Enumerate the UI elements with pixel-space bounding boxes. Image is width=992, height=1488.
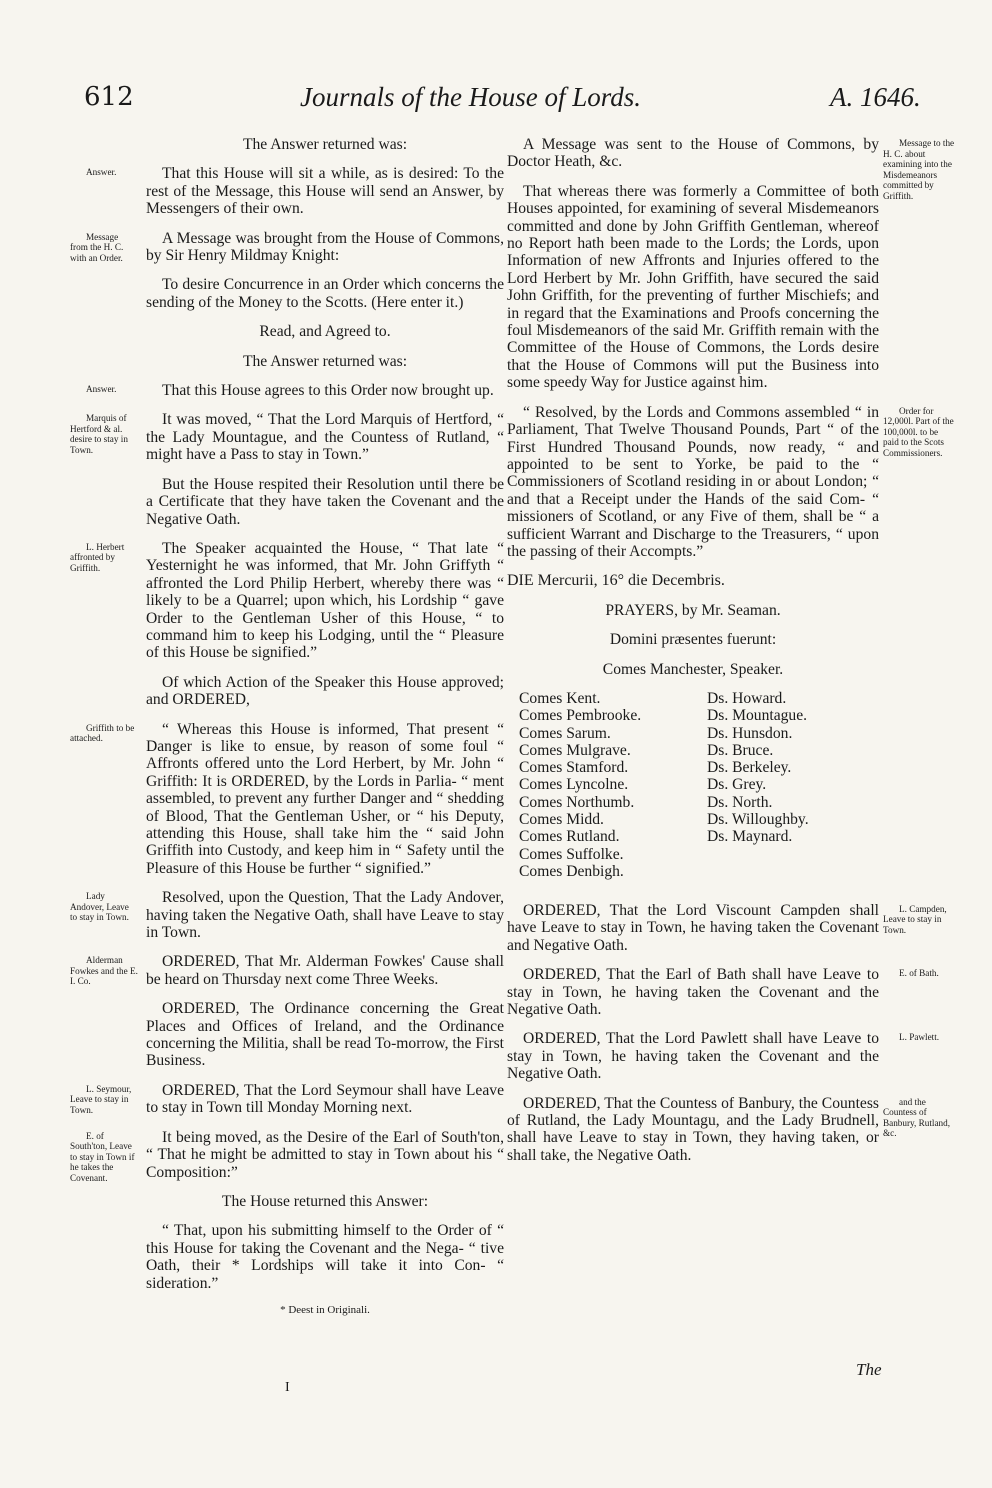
paragraph-text: To desire Concurrence in an Order which concerns the sending of the Money to the Scotts. (Here enter it.) bbox=[146, 276, 504, 311]
marginal-note: L. Herbert affronted by Griffith. bbox=[70, 541, 125, 573]
paragraph-text: “ Whereas this House is informed, That present “ Danger is like to ensue, by reason of some foul “ Affronts offered unto the Lord Herbert, by Mr. John “ Griffith: It is ORDERED, by the Lords in Parlia- “ ment assembled, to prevent any further Danger and “ shedding of Blood, That the Gentleman Usher, or “ his Deputy, attending this House, shall take him the “ said John Griffith into Custody, and keep him in “ Safety until the Pleasure of this House be further “ signified.” bbox=[146, 720, 504, 877]
paragraph-text: That this House will sit a while, as is desired: To the rest of the Message, this House will send an Answer, by Messengers of their own. bbox=[146, 165, 504, 218]
paragraph-text: ORDERED, The Ordinance concerning the Great Places and Offices of Ireland, and the Ordinance concerning the Militia, shall be read To-morrow, the First Business. bbox=[146, 1000, 504, 1070]
page-header bbox=[0, 82, 992, 122]
roster-comites bbox=[519, 690, 699, 880]
roster-entry: Comes Northumb. bbox=[519, 793, 635, 811]
paragraph-text: ORDERED, That Mr. Alderman Fowkes' Cause shall be heard on Thursday next come Three Weeks. bbox=[146, 953, 504, 988]
marginal-note: L. Pawlett. bbox=[899, 1032, 940, 1043]
marginal-note: L. Seymour, Leave to stay in Town. bbox=[70, 1083, 132, 1115]
paragraph bbox=[70, 889, 504, 942]
paragraph bbox=[86, 165, 504, 218]
paragraph bbox=[70, 953, 504, 988]
roster-entry: Comes Mulgrave. bbox=[519, 741, 631, 759]
roster-entry: Comes Sarum. bbox=[519, 724, 611, 742]
paragraph bbox=[70, 1128, 504, 1183]
marginal-note: Message from the H. C. with an Order. bbox=[70, 231, 124, 263]
paragraph bbox=[146, 674, 504, 709]
paragraph-text: Of which Action of the Speaker this House approved; and ORDERED, bbox=[146, 673, 504, 709]
paragraph-text: It was moved, “ That the Lord Marquis of Hertford, “ the Lady Mountague, and the Countess of Rutland, “ might have a Pass to stay in Town.” bbox=[146, 411, 504, 464]
paragraph bbox=[146, 1193, 504, 1210]
paragraph bbox=[507, 661, 879, 678]
paragraph bbox=[146, 1304, 504, 1317]
roster-entry: Ds. Maynard. bbox=[707, 828, 793, 846]
roster-entry: Ds. Berkeley. bbox=[707, 759, 792, 777]
paragraph-text: “ That, upon his submitting himself to the Order of “ this House for taking the Covenant and the Nega- “ tive Oath, their * Lordships will take it into Con- “ sideration.” bbox=[146, 1222, 504, 1292]
paragraph bbox=[507, 631, 879, 648]
roster-entry: Comes Midd. bbox=[519, 811, 604, 829]
paragraph bbox=[70, 229, 504, 265]
marginal-note: L. Campden, Leave to stay in Town. bbox=[883, 903, 947, 935]
paragraph-text: ORDERED, That the Lord Seymour shall have Leave to stay in Town till Monday Morning next. bbox=[146, 1081, 504, 1117]
paragraph-text: ORDERED, That the Countess of Banbury, the Countess of Rutland, the Lady Mountagu, and the Lady Brudnell, shall have Leave to stay in Town, they having taken, or shall take, the Negative Oath. bbox=[507, 1094, 879, 1164]
signature-mark: I bbox=[285, 1380, 290, 1395]
roster-entry: Ds. Mountague. bbox=[707, 707, 808, 725]
paragraph-text: Comes Manchester, Speaker. bbox=[602, 660, 784, 678]
paragraph-text: “ Resolved, by the Lords and Commons assembled “ in Parliament, That Twelve Thousand Pounds, Part “ of the First Hundred Thousand Pounds, now ready, “ and appointed to be sent to Yorke, be paid to the “ Commissioners of Scotland residing in or about London; “ and that a Receipt under the Hands of the said Com- “ missioners of Scotland, or any Five of them, shall be “ a sufficient Warrant and Discharge to the Treasurers, “ upon the passing of their Accompts.” bbox=[507, 403, 879, 560]
year: A. 1646. bbox=[830, 82, 921, 112]
paragraph-text: Domini præsentes fuerunt: bbox=[609, 631, 777, 649]
paragraph bbox=[507, 1030, 940, 1083]
paragraph bbox=[507, 403, 954, 561]
paragraph-text: DIE Mercurii, 16° die Decembris. bbox=[507, 572, 725, 590]
paragraph-text: The House returned this Answer: bbox=[221, 1192, 429, 1210]
paragraph-text: ORDERED, That the Earl of Bath shall have Leave to stay in Town, he having taken the Covenant and the Negative Oath. bbox=[507, 966, 879, 1018]
paragraph-text: Resolved, upon the Question, That the Lady Andover, having taken the Negative Oath, shall have Leave to stay in Town. bbox=[146, 889, 504, 942]
paragraph-text: ORDERED, That the Lord Pawlett shall have Leave to stay in Town, he having taken the Covenant and the Negative Oath. bbox=[507, 1030, 879, 1083]
paragraph-text: It being moved, as the Desire of the Earl of South'ton, “ That he might be admitted to stay in Town about his “ Composition:” bbox=[146, 1128, 504, 1181]
paragraph-text: The Speaker acquainted the House, “ That late “ Yesternight he was informed, that Mr. John Griffyth “ affronted the Lord Philip Herbert, whereby there was “ likely to be a Quarrel; upon which, his Lordship “ gave Order to the Gentleman Usher of this House, “ to command him to keep his Lodging, until the “ Pleasure of this House be signified.” bbox=[146, 539, 504, 662]
roster-entry: Ds. Bruce. bbox=[707, 741, 774, 759]
paragraph-text: PRAYERS, by Mr. Seaman. bbox=[605, 601, 781, 619]
roster-entry: Ds. North. bbox=[707, 793, 773, 811]
marginal-note: Order for 12,000l. Part of the 100,000l. to be paid to the Scots Commissioners. bbox=[883, 405, 954, 458]
running-title: Journals of the House of Lords. bbox=[300, 82, 642, 112]
left-column bbox=[70, 136, 504, 1329]
roster-entry: Comes Suffolke. bbox=[519, 845, 624, 863]
paragraph bbox=[70, 539, 504, 662]
paragraph bbox=[507, 602, 879, 619]
roster-entry: Comes Pembrooke. bbox=[519, 707, 642, 725]
paragraph-text: That this House agrees to this Order now brought up. bbox=[162, 382, 494, 400]
paragraph-text: ORDERED, That the Lord Viscount Campden shall have Leave to stay in Town, he having taken the Covenant and Negative Oath. bbox=[507, 901, 879, 954]
paragraph bbox=[507, 136, 955, 201]
marginal-note: E. of South'ton, Leave to stay in Town if he takes the Covenant. bbox=[70, 1130, 135, 1183]
marginal-note: Griffith to be attached. bbox=[70, 722, 135, 744]
roster-entry: Ds. Grey. bbox=[707, 776, 767, 794]
paragraph bbox=[507, 183, 879, 392]
roster-entry: Ds. Hunsdon. bbox=[707, 724, 793, 742]
attendance-roster bbox=[507, 690, 879, 890]
paragraph bbox=[146, 353, 504, 370]
paragraph-text: A Message was brought from the House of Commons, by Sir Henry Mildmay Knight: bbox=[146, 229, 504, 265]
paragraph bbox=[86, 382, 504, 400]
marginal-note: and the Countess of Banbury, Rutland, &c. bbox=[883, 1096, 951, 1139]
paragraph bbox=[507, 572, 879, 589]
paragraph-text: * Deest in Originali. bbox=[280, 1303, 370, 1316]
roster-entry: Comes Rutland. bbox=[519, 828, 620, 846]
paragraph-text: The Answer returned was: bbox=[242, 136, 408, 153]
paragraph bbox=[146, 1222, 504, 1292]
paragraph bbox=[507, 966, 939, 1018]
page-number: 612 bbox=[84, 82, 134, 112]
marginal-note: E. of Bath. bbox=[899, 968, 939, 979]
paragraph bbox=[507, 1094, 951, 1165]
paragraph bbox=[146, 136, 504, 153]
roster-entry: Ds. Howard. bbox=[707, 689, 787, 707]
paragraph bbox=[70, 720, 504, 878]
marginal-note: Message to the H. C. about examining into the Misdemeanors committed by Griffith. bbox=[883, 138, 955, 201]
roster-domini bbox=[707, 690, 867, 846]
paragraph bbox=[507, 901, 947, 954]
paragraph bbox=[70, 411, 504, 464]
paragraph-text: That whereas there was formerly a Committee of both Houses appointed, for examining of several Misdemeanors committed and done by John Griffith Gentleman, whereof no Report hath been made to the Lords; the Lords, upon Information of new Affronts and Injuries offered to the Lord Herbert by Mr. John Griffith, have secured the said John Griffith, for the preventing of further Mischiefs; and in regard that the Examinations and Proofs concerning the foul Misdemeanors of the said Mr. Griffith remain with the Committee of the House of Commons, the Lords desire that the House of Commons will put the Business into some speedy Way for Justice against him. bbox=[507, 182, 879, 392]
roster-entry: Comes Kent. bbox=[519, 689, 601, 707]
marginal-note: Lady Andover, Leave to stay in Town. bbox=[70, 891, 129, 923]
marginal-note: Answer. bbox=[86, 167, 117, 178]
paragraph-text: But the House respited their Resolution until there be a Certificate that they have taken the Covenant and the Negative Oath. bbox=[146, 475, 504, 528]
marginal-note: Answer. bbox=[86, 384, 117, 395]
roster-entry: Comes Stamford. bbox=[519, 759, 629, 777]
roster-entry: Comes Denbigh. bbox=[519, 862, 624, 880]
paragraph bbox=[146, 323, 504, 340]
paragraph bbox=[146, 476, 504, 528]
paragraph bbox=[146, 276, 504, 311]
paragraph bbox=[70, 1081, 504, 1117]
catchword: The bbox=[856, 1360, 882, 1379]
paragraph-text: Read, and Agreed to. bbox=[259, 323, 391, 341]
roster-entry: Comes Lyncolne. bbox=[519, 776, 629, 794]
paragraph-text: A Message was sent to the House of Commons, by Doctor Heath, &c. bbox=[507, 136, 879, 171]
paragraph bbox=[146, 1000, 504, 1070]
paragraph-text: The Answer returned was: bbox=[242, 352, 408, 370]
marginal-note: Marquis of Hertford & al. desire to stay in Town. bbox=[70, 413, 128, 455]
marginal-note: Alderman Fowkes and the E. I. Co. bbox=[70, 955, 138, 987]
roster-entry: Ds. Willoughby. bbox=[707, 811, 809, 829]
right-column bbox=[507, 136, 955, 1176]
